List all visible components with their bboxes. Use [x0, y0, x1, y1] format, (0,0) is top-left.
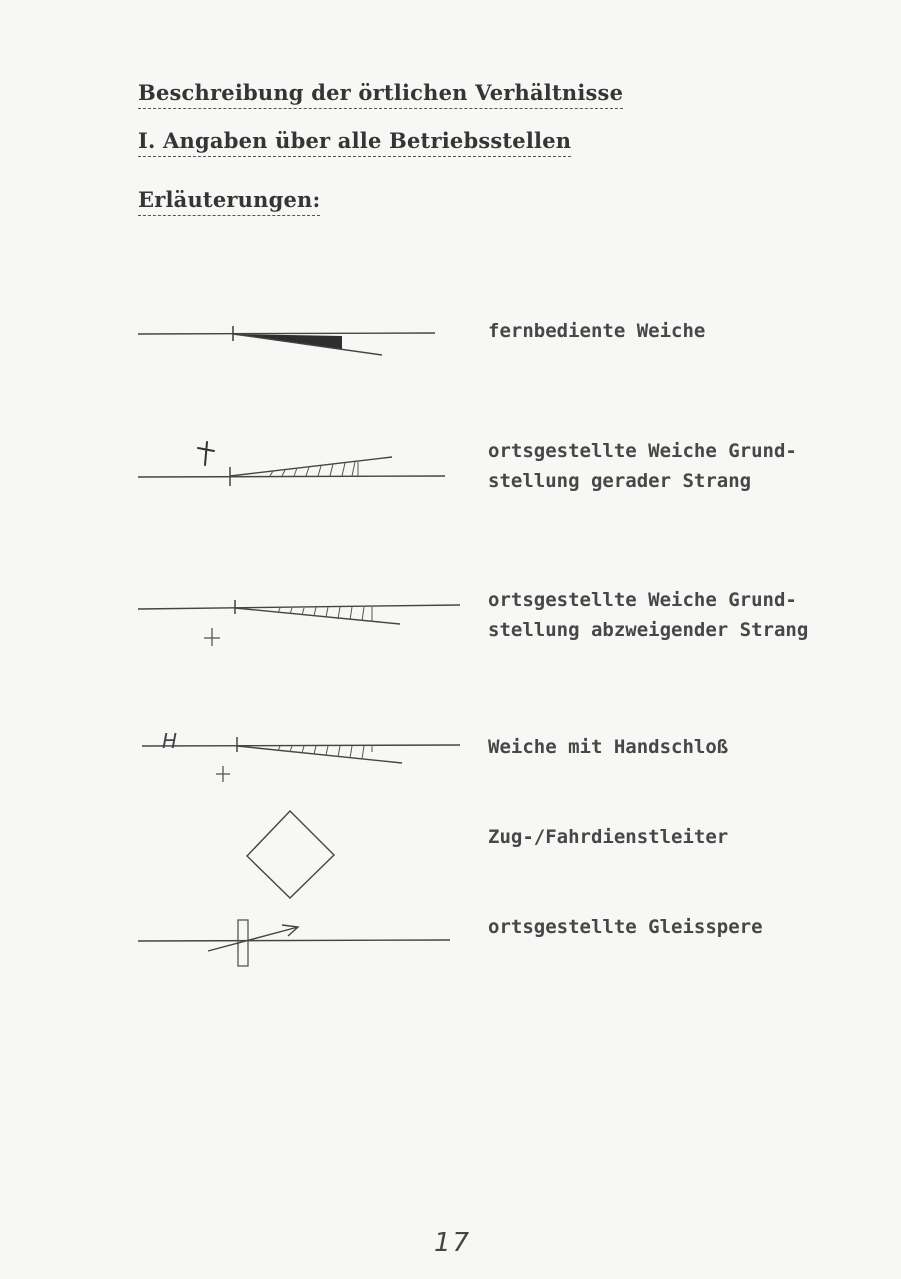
remote-switch-symbol — [130, 315, 450, 365]
legend-line: ortsgestellte Weiche Grund- — [488, 589, 797, 611]
legend-label-local-switch-straight — [488, 436, 797, 496]
legend-line: ortsgestellte Weiche Grund- — [488, 440, 797, 462]
legend-label-remote-switch: fernbediente Weiche — [488, 320, 706, 342]
legend-label-hand-lock-switch: Weiche mit Handschloß — [488, 736, 729, 758]
legend-label-track-lock: ortsgestellte Gleisspere — [488, 916, 763, 938]
legend-line: stellung abzweigender Strang — [488, 619, 809, 641]
subheading: Erläuterungen: — [138, 187, 320, 216]
legend-line: stellung gerader Strang — [488, 470, 752, 492]
local-switch-straight-symbol — [130, 438, 460, 493]
legend-label-dispatcher: Zug-/Fahrdienstleiter — [488, 826, 729, 848]
hand-lock-switch-symbol — [130, 722, 470, 787]
dispatcher-diamond-symbol — [240, 805, 340, 905]
legend-label-local-switch-diverging — [488, 585, 808, 645]
section-heading: I. Angaben über alle Betriebsstellen — [138, 128, 571, 157]
track-lock-symbol — [130, 912, 460, 972]
hand-lock-mark: H — [162, 729, 178, 753]
local-switch-diverging-symbol — [130, 590, 470, 650]
page-number: 17 — [434, 1228, 472, 1258]
title-heading: Beschreibung der örtlichen Verhältnisse — [138, 80, 623, 109]
